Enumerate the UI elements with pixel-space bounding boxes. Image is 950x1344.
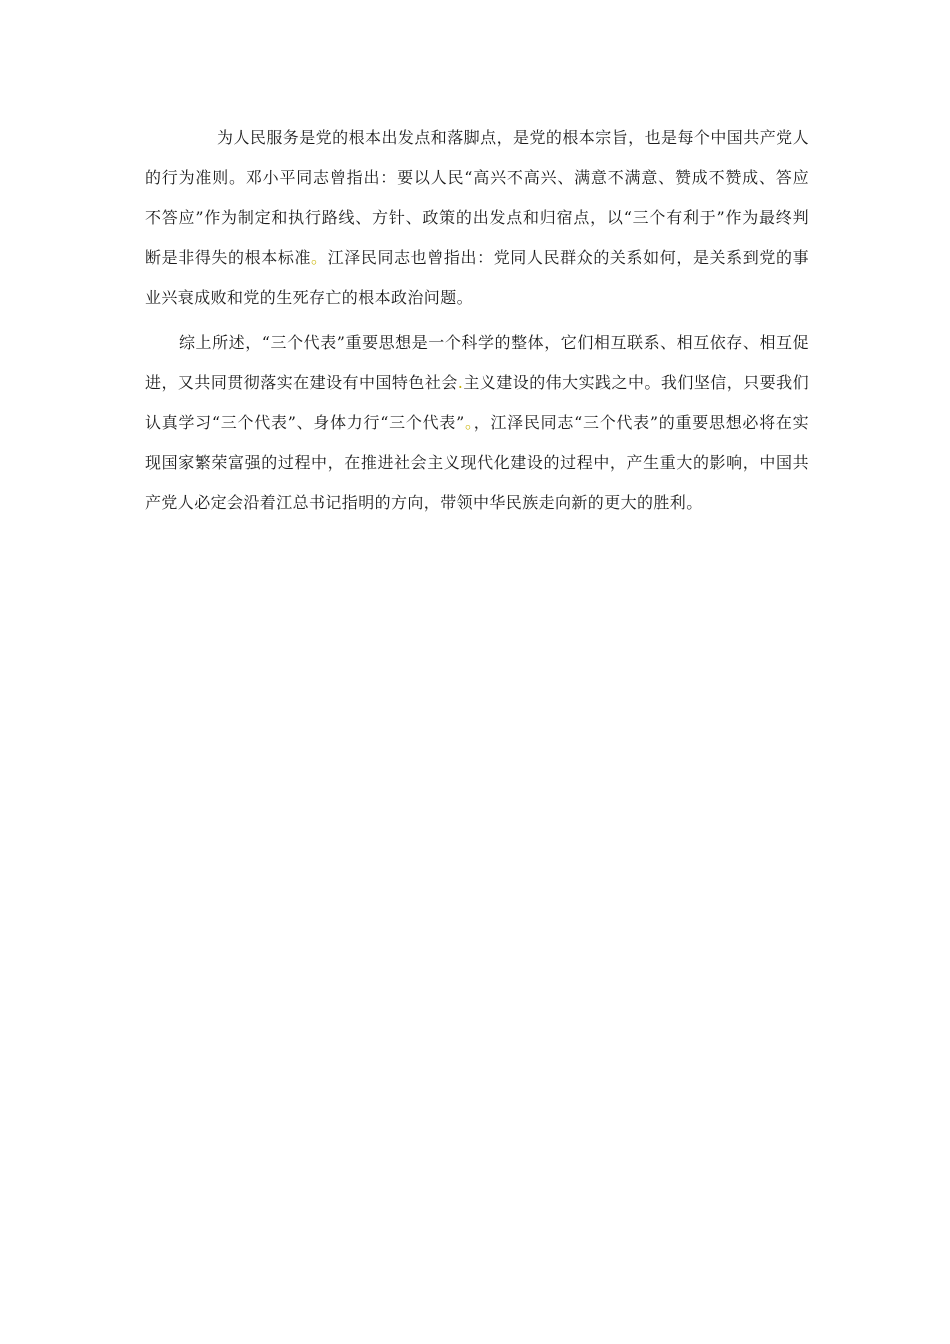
body-text (145, 118, 809, 523)
paragraph-2-text-b: 主义建设的伟大实践之中。我们坚信，只要我们认真学习“三个代表”、身体力行“三个代表” (145, 373, 809, 432)
paragraph-conclusion (145, 323, 809, 523)
paragraph-2-text-a: 综上所述，“三个代表”重要思想是一个科学的整体，它们相互联系、相互依存、相互促进，又共同贯彻落实在建设有中国特色社会 (145, 333, 809, 392)
paragraph-1-mark: 。 (311, 248, 328, 267)
paragraph-2-mark-b: 。 (464, 413, 474, 432)
paragraph-2-text-c: ，江泽民同志“三个代表”的重要思想必将在实现国家繁荣富强的过程中，在推进社会主义现代化建设的过程中，产生重大的影响，中国共产党人必定会沿着江总书记指明的方向，带领中华民族走向新的更大的胜利。 (145, 413, 810, 512)
paragraph-1-text-b: 江泽民同志也曾指出：党同人民群众的关系如何，是关系到党的事业兴衰成败和党的生死存亡的根本政治问题。 (145, 248, 809, 307)
paragraph-serve-the-people (145, 118, 809, 318)
paragraph-1-text-a: 为人民服务是党的根本出发点和落脚点，是党的根本宗旨，也是每个中国共产党人的行为准则。邓小平同志曾指出：要以人民“高兴不高兴、满意不满意、赞成不赞成、答应不答应”作为制定和执行路线、方针、政策的出发点和归宿点，以“三个有利于”作为最终判断是非得失的根本标准 (145, 128, 809, 267)
paragraph-2-mark-a: . (457, 373, 464, 392)
